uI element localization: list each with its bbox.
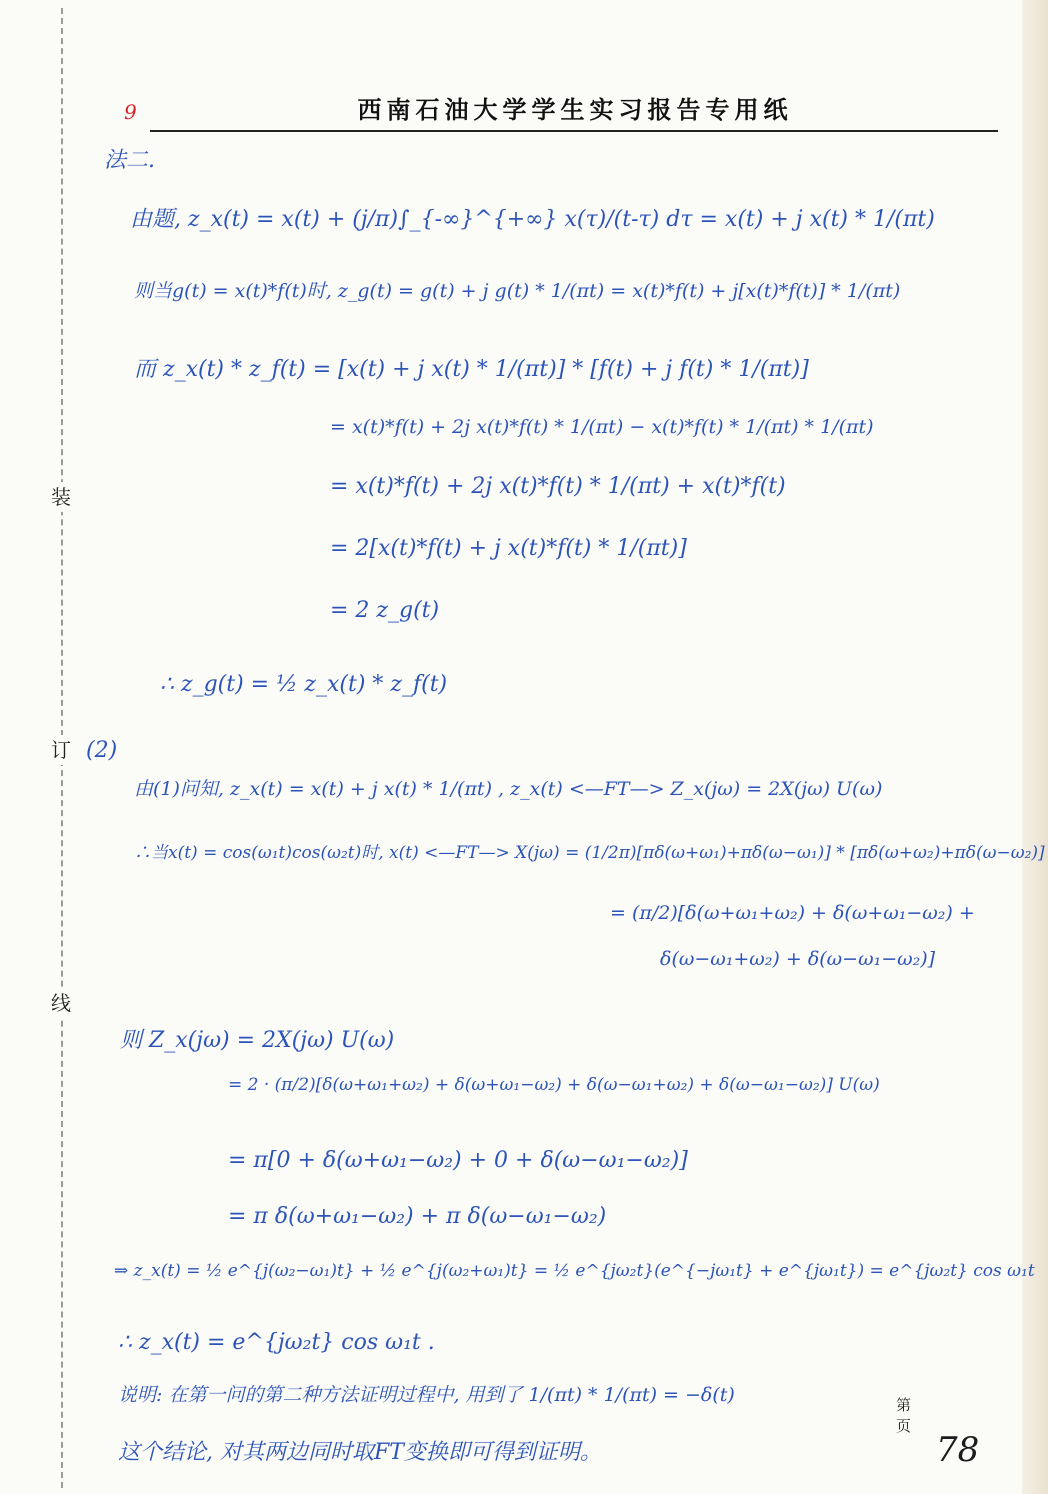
equation-line: ⇒ z_x(t) = ½ e^{j(ω₂−ω₁)t} + ½ e^{j(ω₂+ω₁)t} = ½ e^{jω₂t}(e^{−jω₁t} + e^{jω₁t}) = e^{jω₂t} cos ω₁t (114, 1261, 1035, 1281)
equation-line: = x(t)*f(t) + 2j x(t)*f(t) * 1/(πt) − x(t)*f(t) * 1/(πt) * 1/(πt) (330, 416, 874, 438)
equation-line: = (π/2)[δ(ω+ω₁+ω₂) + δ(ω+ω₁−ω₂) + (610, 902, 975, 924)
equation-line: δ(ω−ω₁+ω₂) + δ(ω−ω₁−ω₂)] (660, 948, 936, 970)
page-label: 第 页 (896, 1396, 952, 1435)
equation-line: = x(t)*f(t) + 2j x(t)*f(t) * 1/(πt) + x(t)*f(t) (330, 474, 786, 499)
equation-line: ∴ z_g(t) = ½ z_x(t) * z_f(t) (160, 672, 448, 697)
part-heading: (2) (86, 738, 118, 763)
equation-line: = 2 · (π/2)[δ(ω+ω₁+ω₂) + δ(ω+ω₁−ω₂) + δ(ω−ω₁+ω₂) + δ(ω−ω₁−ω₂)] U(ω) (228, 1075, 880, 1095)
binding-label-xian: 线 (46, 988, 76, 1018)
equation-line: ∴ z_x(t) = e^{jω₂t} cos ω₁t . (118, 1330, 435, 1355)
margin-mark: 9 (124, 100, 137, 124)
equation-line: = π δ(ω+ω₁−ω₂) + π δ(ω−ω₁−ω₂) (228, 1204, 607, 1229)
equation-line: 由题, z_x(t) = x(t) + (j/π)∫_{-∞}^{+∞} x(τ)/(t-τ) dτ = x(t) + j x(t) * 1/(πt) (130, 207, 935, 232)
equation-line: = 2 z_g(t) (330, 598, 440, 623)
equation-line: = π[0 + δ(ω+ω₁−ω₂) + 0 + δ(ω−ω₁−ω₂)] (228, 1148, 688, 1173)
note-line: 这个结论, 对其两边同时取FT变换即可得到证明。 (118, 1440, 602, 1465)
equation-line: 而 z_x(t) * z_f(t) = [x(t) + j x(t) * 1/(πt)] * [f(t) + j f(t) * 1/(πt)] (134, 357, 809, 382)
binding-label-ding: 订 (46, 735, 76, 765)
binding-label-zhuang: 装 (46, 482, 76, 512)
equation-line: 则当g(t) = x(t)*f(t)时, z_g(t) = g(t) + j g(t) * 1/(πt) = x(t)*f(t) + j[x(t)*f(t)] * 1/(πt) (134, 280, 901, 302)
equation-line: 则 Z_x(jω) = 2X(jω) U(ω) (120, 1028, 395, 1053)
header-rule (150, 130, 998, 132)
page-number: 78 (936, 1430, 980, 1470)
page-title: 西南石油大学学生实习报告专用纸 (357, 95, 793, 124)
equation-line: 由(1)问知, z_x(t) = x(t) + j x(t) * 1/(πt) , z_x(t) <—FT—> Z_x(jω) = 2X(jω) U(ω) (134, 778, 883, 800)
method-heading: 法二. (104, 148, 155, 173)
equation-line: ∴当x(t) = cos(ω₁t)cos(ω₂t)时, x(t) <—FT—> X(jω) = (1/2π)[πδ(ω+ω₁)+πδ(ω−ω₁)] * [πδ(ω+ω₂)+πδ(ω−ω₂)] (134, 843, 1045, 863)
equation-line: = 2[x(t)*f(t) + j x(t)*f(t) * 1/(πt)] (330, 536, 687, 561)
note-line: 说明: 在第一问的第二种方法证明过程中, 用到了 1/(πt) * 1/(πt) = −δ(t) (118, 1384, 735, 1406)
